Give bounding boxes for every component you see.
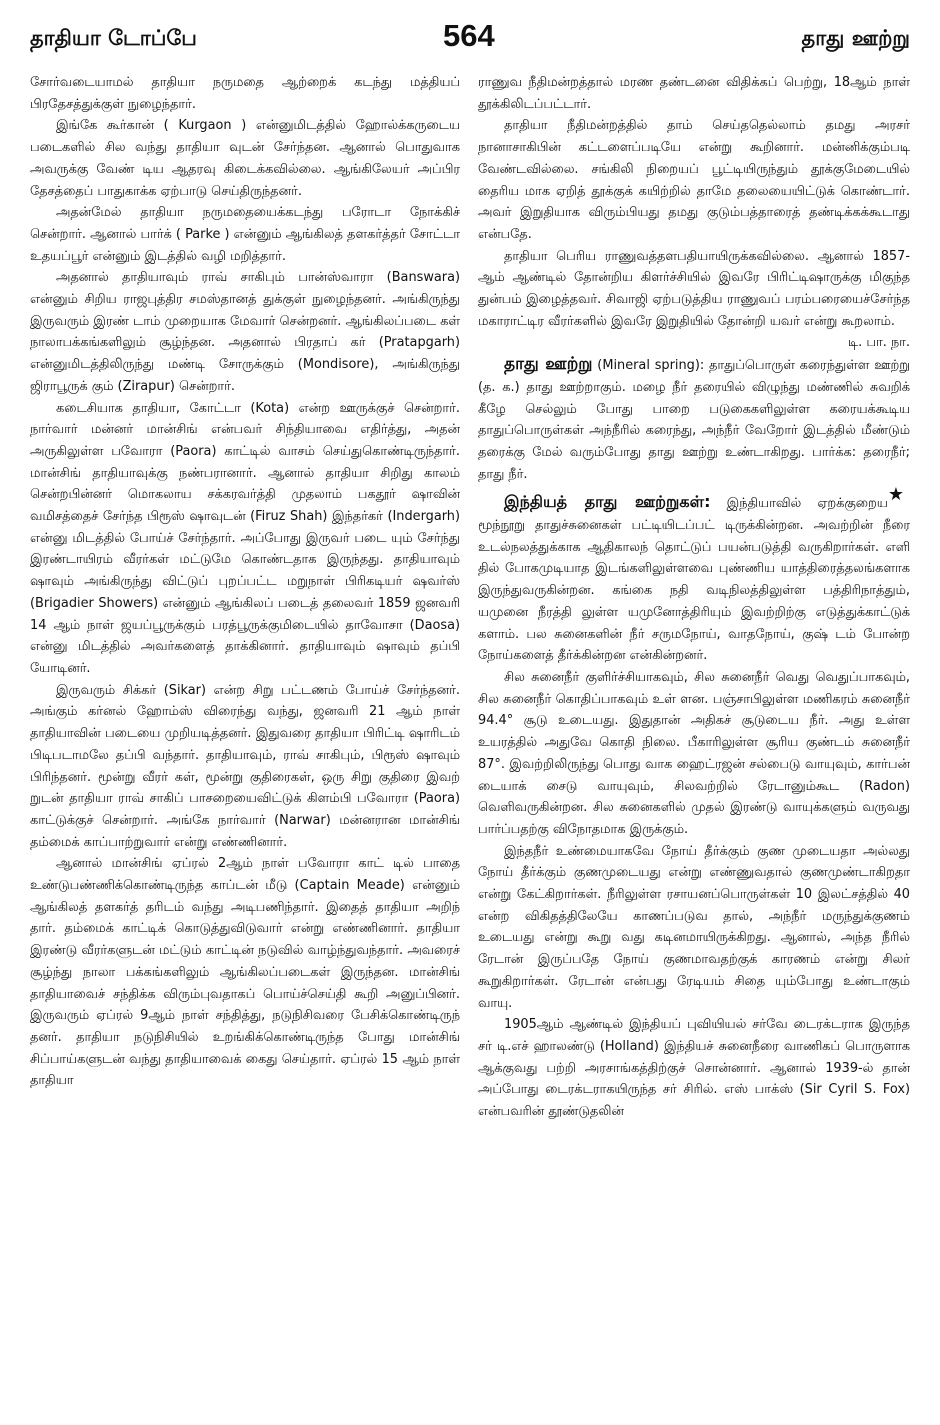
star-icon: ★ xyxy=(887,484,904,506)
page-header xyxy=(0,0,940,70)
subsection-text: இந்தியாவில் ஏறக்குறைய மூந்நூறு தாதுச்சுனைகள் பட்டியிடப்பட் டிருக்கின்றன. அவற்றின் நீரை உடல்நலத்துக்காக ஆதிகாலந் தொட்டுப் பயன்படுத்தி வருகிறார்கள். எளி தில் போகமுடியாத இடங்களிலுள்ளவை புண்ணிய யாத்திரைத்தலங்களாக இருந்துவருகின்றன. கங்கை நதி வடிநிலத்திலுள்ள பத்திரிநாத்தும், யமுனை நீரத்தி லுள்ள யமுனோத்திரியும் இவற்றிற்கு எடுத்துக்காட்டுக் களாம். பல சுனைகளின் நீர் சருமநோய், வாதநோய், குஷ் டம் போன்ற நோய்களைத் தீர்க்கின்றன என்கின்றனர். xyxy=(478,496,910,664)
paragraph: அதன்மேல் தாதியா நருமதையைக்கடந்து பரோடா நோக்கிச் சென்றார். ஆனால் பார்க் ( Parke ) என்னும் ஆங்கிலத் தளகர்த்தர் சோட்டா உதயப்பூர் என்னும் இடத்தில் வழி மறித்தார். xyxy=(30,205,460,264)
entry-title: தாது ஊற்று xyxy=(504,354,593,375)
entry-text: (Mineral spring): தாதுப்பொருள் கரைந்துள்ள ஊற்று (த. க.) தாது ஊற்றாகும். மழை நீர் தரையில் விழுந்து மண்ணில் சுவறிக் கீழே செல்லும் போது பாறை படுகைகளிலுள்ள கரையக்கூடிய தாதுப்பொருள்கள் அந்நீரில் கரைந்து, அந்நீர் வேறோர் இடத்தில் மீண்டும் தரைக்கு மேல் வரும்போது தாது ஊற்று உண்டாகிறது. பார்க்க: தரைநீர்; தாது நீர். xyxy=(478,358,910,482)
paragraph: இந்தநீர் உண்மையாகவே நோய் தீர்க்கும் குண முடையதா அல்லது நோய் தீர்க்கும் குணமுடையது என்று எண்ணுவதால் குணமுண்டாகிறதா என்று கேட்கிறார்கள். நீரிலுள்ள ரசாயனப்பொருள்கள் 10 இலட்சத்தில் 40 என்ற விகிதத்திலேயே காணப்படுவ தால், அந்நீர் மருந்துக்குணம் உடையது என்று கூறு வது கடினமாயிருக்கிறது. ஆனால், அந்த நீரில் ரேடான் இருப்பதே நோய் குணமாவதற்குக் காரணம் என்று சிலர் கூறுகிறார்கள். ரேடான் என்பது ரேடியம் சிதை யும்போது உண்டாகும் வாயு. xyxy=(478,843,910,1011)
paragraph: கடைசியாக தாதியா, கோட்டா (Kota) என்ற ஊருக்குச் சென்றார். நார்வார் மன்னர் மான்சிங் என்பவர் சிந்தியாவை எதிர்த்து, அதன் அருகிலுள்ள பவோரா (Paora) காட்டில் வாசம் செய்துகொண்டிருந்தார். மான்சிங் தாதியாவுக்கு நண்பரானார். ஆனால் தாதியா சிறிது காலம் சென்றபின்னர் மொகலாய சக்கரவர்த்தி முதலாம் பகதூர் ஷாவின் வமிசத்தைச் சேர்ந்த பிரூஸ் ஷாவுடன் (Firuz Shah) இந்தர்கர் (Indergarh) என்னு மிடத்தில் போய்ச் சேர்ந்தார். அப்போது இருவர் படை யும் சேர்ந்து இரண்டாயிரம் வீரர்கள் மட்டுமே கொண்டதாக இருந்தது. தாதியாவும் ஷாவும் அங்கிருந்து விட்டுப் புறப்பட்ட மறுநாள் பிரிகடியர் ஷவர்ஸ் (Brigadier Showers) என்னும் ஆங்கிலப் படைத் தலைவர் 1859 ஜனவரி 14 ஆம் நாள் ஜயப்பூருக்கும் பரத்பூருக்குமிடையில் தாவோசா (Daosa) என்னு மிடத்தில் அவர்களைத் தாக்கினார். தாதியாவும் ஷாவும் தப்பி யோடினர். xyxy=(30,400,460,676)
paragraph: சோர்வடையாமல் தாதியா நருமதை ஆற்றைக் கடந்து மத்தியப் பிரதேசத்துக்குள் நுழைந்தார். xyxy=(30,75,460,112)
paragraph: ஆனால் மான்சிங் ஏப்ரல் 2ஆம் நாள் பவோரா காட் டில் பாதை உண்டுபண்ணிக்கொண்டிருந்த காப்டன் மீடு (Captain Meade) என்னும் ஆங்கிலத் தளகர்த் தரிடம் வந்து அடிபணிந்தார். இதைத் தாதியா அறிந் தார். தம்மைக் காட்டிக் கொடுத்துவிடுவார் என்று எண்ணினார். தாதியா இரண்டு வீரர்களுடன் மட்டும் காட்டின் நடுவில் வாழ்ந்துவந்தார். அவரைச் சூழ்ந்து நாலா பக்கங்களிலும் ஆங்கிலப்படைகள் இருந்தன. மான்சிங் தாதியாவைச் சந்திக்க விரும்புவதாகப் பொய்ச்செய்தி கூறி அனுப்பினர். இருவரும் ஏப்ரல் 9ஆம் நாள் சந்தித்து, நடுநிசிவரை பேசிக்கொண்டிருந் தனர். தாதியா நடுநிசியில் உறங்கிக்கொண்டிருந்த போது மான்சிங் சிப்பாய்களுடன் வந்து தாதியாவைக் கைது செய்தார். ஏப்ரல் 15 ஆம் நாள் தாதியா xyxy=(30,856,460,1089)
left-column xyxy=(30,72,460,1417)
paragraph: தாதியா நீதிமன்றத்தில் தாம் செய்ததெல்லாம் தமது அரசர் நானாசாகிபின் கட்டளைப்படியே என்று கூறினார். மன்னிக்கும்படி வேண்டவில்லை. சங்கிலி நிறையப் பூட்டியிருந்தும் தூக்குமேடையில் தைரிய மாக ஏறித் தூக்குக் கயிற்றில் தாமே தலையையிட்டுக் கொண்டார். அவர் இறுதியாக விரும்பியது தமது குடும்பத்தாரைத் தண்டிக்கக்கூடாது என்பதே. xyxy=(478,118,910,242)
paragraph: சில சுனைநீர் குளிர்ச்சியாகவும், சில சுனைநீர் வெது வெதுப்பாகவும், சில சுனைநீர் கொதிப்பாகவும் உள் ளன. பஞ்சாபிலுள்ள மணிகரம் சுனைநீர் 94.4° சூடு உடையது. இதுதான் அதிகச் சூடுடைய நீர். அது உள்ள உயரத்தில் அதுவே கொதி நிலை. பீகாரிலுள்ள சூரிய குண்டம் சுனைநீர் 87°. இவற்றிலிருந்து பொது வாக ஹைட்ரஜன் சல்பைடு வாயுவும், கார்பன் டையாக் சைடு வாயுவும், சிலவற்றில் ரேடானும்கூட (Radon) வெளிவருகின்றன. சில சுனைகளில் முதல் இரண்டு வாயுக்களும் வருவது பார்ப்பதற்கு விநோதமாக இருக்கும். xyxy=(478,669,910,837)
paragraph: ராணுவ நீதிமன்றத்தால் மரண தண்டனை விதிக்கப் பெற்று, 18ஆம் நாள் தூக்கிலிடப்பட்டார். xyxy=(478,75,910,112)
paragraph: தாதியா பெரிய ராணுவத்தளபதியாயிருக்கவில்லை. ஆனால் 1857-ஆம் ஆண்டில் தோன்றிய கிளர்ச்சியில் இவரே பிரிட்டிஷாருக்கு மிகுந்த துன்பம் இழைத்தவர். சிவாஜி ஏற்படுத்திய ராணுவப் பரம்பரையைச்சேர்ந்த மகாராட்டிர வீரர்களில் இவரே இறுதியில் தோன்றி யவர் என்று கூறலாம். xyxy=(478,248,910,329)
paragraph: அதனால் தாதியாவும் ராவ் சாகிபும் பான்ஸ்வாரா (Banswara) என்னும் சிறிய ராஜபுத்திர சமஸ்தானத் துக்குள் நுழைந்தனர். அங்கிருந்து இருவரும் இரண் டாம் முறையாக மேவார் சென்றனர். ஆங்கிலப்படை கள் நாலாபக்கங்களிலும் சூழ்ந்தன. அதனால் பிரதாப் கர் (Pratapgarh) என்னுமிடத்திலிருந்து மண்டி சோருக்கும் (Mondisore), அங்கிருந்து ஜிராபூருக் கும் (Zirapur) சென்றார். xyxy=(30,270,460,394)
running-head-left: தாதியா டோப்பே xyxy=(30,26,197,50)
page-number: 564 xyxy=(443,18,495,53)
paragraph: இருவரும் சிக்கர் (Sikar) என்ற சிறு பட்டணம் போய்ச் சேர்ந்தனர். அங்கும் கர்னல் ஹோம்ஸ் விரைந்து வந்து, ஜனவரி 21 ஆம் நாள் தாதியாவின் படையை முறியடித்தனர். இதுவரை தாதியா பிரிட்டி ஷாரிடம் பிடிபடாமலே தப்பி வந்தார். தாதியாவும், ராவ் சாகிபும், பிரூஸ் ஷாவும் பிரிந்தனர். மூன்று வீரர் கள், மூன்று குதிரைகள், ஒரு சிறு குதிரை இவற் றுடன் தாதியா ராவ் சாகிப் பாசறையைவிட்டுக் கிளம்பி பவோரா (Paora) காட்டுக்குச் சென்றார். அங்கே நார்வார் (Narwar) மன்னரான மான்சிங் தம்மைக் காப்பாற்றுவார் என்று எண்ணினார். xyxy=(30,682,460,850)
paragraph: 1905ஆம் ஆண்டில் இந்தியப் புவியியல் சர்வே டைரக்டராக இருந்த சர் டி.எச் ஹாலண்டு (Holland) இந்தியச் சுனைநீரை வாணிகப் பொருளாக ஆக்குவது பற்றி அரசாங்கத்திற்குச் சொன்னார். ஆனால் 1939-ல் தான் அப்போது டைரக்டராகயிருந்த சர் சிரில். எஸ் பாக்ஸ் (Sir Cyril S. Fox) என்பவரின் தூண்டுதலின் xyxy=(478,1017,910,1120)
paragraph: இங்கே கூர்கான் ( Kurgaon ) என்னுமிடத்தில் ஹோல்க்கருடைய படைகளில் சில வந்து தாதியா வுடன் சேர்ந்தன. ஆனால் பொதுவாக அவருக்கு வேண் டிய ஆதரவு கிடைக்கவில்லை. ஆங்கிலேயர் அப்பிர தேசத்தைப் பாதுகாக்க ஏற்பாடு செய்திருந்தனர். xyxy=(30,118,460,199)
right-column xyxy=(478,72,910,1417)
subsection-paragraph xyxy=(478,491,910,667)
subsection-title: இந்தியத் தாது ஊற்றுகள்: xyxy=(504,492,711,512)
author-signature: டி. பா. நா. xyxy=(847,335,910,351)
running-head-right: தாது ஊற்று xyxy=(801,26,910,50)
entry-paragraph xyxy=(478,354,910,485)
